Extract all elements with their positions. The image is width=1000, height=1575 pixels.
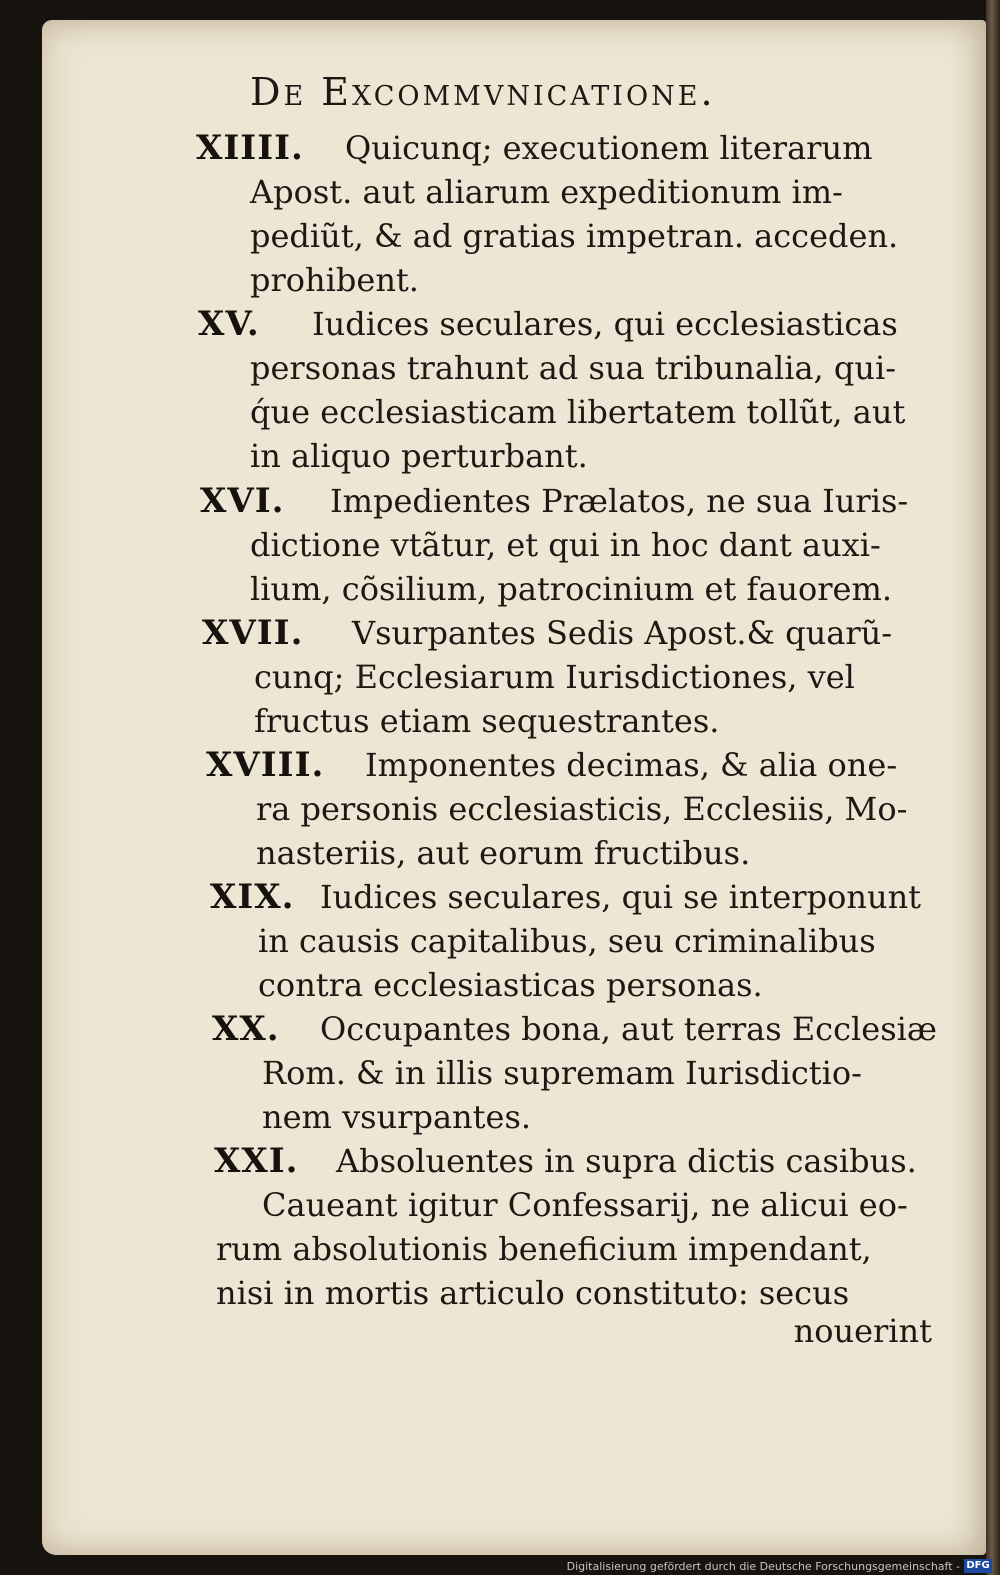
entry-line: in aliquo perturbant. bbox=[250, 437, 588, 475]
entry-numeral: XVII. bbox=[202, 613, 304, 653]
entry-line: Iudices seculares, qui se interponunt bbox=[320, 878, 922, 916]
entry-line: Vsurpantes Sedis Apost.& quarũ- bbox=[352, 614, 893, 652]
entry-line: Occupantes bona, aut terras Ecclesiæ bbox=[320, 1010, 937, 1048]
entry-line: fructus etiam sequestrantes. bbox=[254, 702, 720, 740]
entry-xiiii bbox=[0, 128, 1000, 308]
entry-numeral: XX. bbox=[212, 1009, 280, 1049]
entry-line: lium, cõsilium, patrocinium et fauorem. bbox=[250, 570, 892, 608]
entry-line: Absoluentes in supra dictis casibus. bbox=[336, 1142, 917, 1180]
entry-line: q́ue ecclesiasticam libertatem tollũt, aut bbox=[250, 393, 906, 431]
entry-line: nasteriis, aut eorum fructibus. bbox=[256, 834, 751, 872]
entry-line: nem vsurpantes. bbox=[262, 1098, 532, 1136]
entry-numeral: XV. bbox=[198, 304, 260, 344]
entry-line: Caueant igitur Confessarij, ne alicui eo- bbox=[262, 1186, 908, 1224]
digitization-note: Digitalisierung gefördert durch die Deutsche Forschungsgemeinschaft - bbox=[566, 1560, 960, 1573]
entry-numeral: XXI. bbox=[214, 1141, 299, 1181]
entry-line: Rom. & in illis supremam Iurisdictio- bbox=[262, 1054, 862, 1092]
entry-line: Iudices seculares, qui ecclesiasticas bbox=[312, 305, 898, 343]
entry-line: ra personis ecclesiasticis, Ecclesiis, Mo- bbox=[256, 790, 908, 828]
entry-numeral: XIX. bbox=[210, 877, 295, 917]
entry-line: rum absolutionis beneficium impendant, bbox=[216, 1230, 872, 1268]
entry-line: Quicunq; executionem literarum bbox=[345, 129, 873, 167]
entry-line: nisi in mortis articulo constituto: secus bbox=[216, 1274, 850, 1312]
catchword: nouerint bbox=[793, 1312, 932, 1350]
entry-line: dictione vtãtur, et qui in hoc dant auxi- bbox=[250, 526, 881, 564]
entry-line: personas trahunt ad sua tribunalia, qui- bbox=[250, 349, 896, 387]
entry-line: in causis capitalibus, seu criminalibus bbox=[258, 922, 876, 960]
entry-numeral: XVIII. bbox=[206, 745, 325, 785]
entry-line: Impedientes Prælatos, ne sua Iuris- bbox=[330, 482, 909, 520]
entry-line: Apost. aut aliarum expeditionum im- bbox=[250, 173, 843, 211]
entry-numeral: XVI. bbox=[200, 481, 285, 521]
entry-numeral: XIIII. bbox=[196, 128, 304, 168]
running-header: De Excommvnicatione. bbox=[250, 70, 716, 114]
entry-xxi bbox=[0, 1141, 1000, 1321]
entry-line: pediũt, & ad gratias impetran. acceden. bbox=[250, 217, 899, 255]
entry-line: cunq; Ecclesiarum Iurisdictiones, vel bbox=[254, 658, 855, 696]
entry-line: prohibent. bbox=[250, 261, 419, 299]
entry-xv bbox=[0, 304, 1000, 484]
entry-line: Imponentes decimas, & alia one- bbox=[365, 746, 898, 784]
entry-line: contra ecclesiasticas personas. bbox=[258, 966, 763, 1004]
dfg-logo: DFG bbox=[964, 1559, 992, 1573]
